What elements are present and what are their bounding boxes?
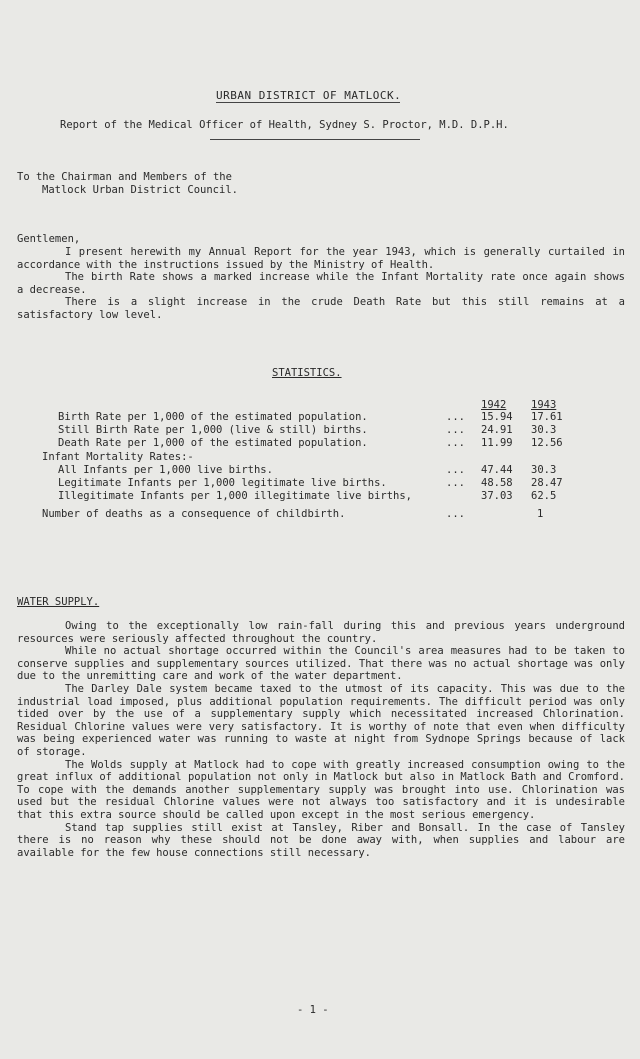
district-heading: URBAN DISTRICT OF MATLOCK.: [216, 89, 402, 102]
stat-dots: ...: [446, 437, 465, 449]
year-1943-header: 1943: [531, 399, 557, 411]
stat-dots: ...: [446, 411, 465, 423]
stat-dots: ...: [446, 477, 465, 489]
stat-value-1943: 1: [537, 508, 544, 520]
letter-paragraph: There is a slight increase in the crude Death Rate but this still remains at a satisfactory low level.: [17, 296, 625, 321]
statistics-heading: STATISTICS.: [272, 367, 342, 379]
letter-paragraph: I present herewith my Annual Report for the year 1943, which is generally curtailed in accordance with the instructions issued by the Ministry of Health.: [17, 246, 625, 271]
district-underline: [216, 102, 400, 103]
stat-value-1943: 62.5: [531, 490, 557, 502]
title-rule: [210, 139, 420, 140]
water-paragraph: Stand tap supplies still exist at Tansley, Riber and Bonsall. In the case of Tansley there is no reason why these should not be done away with, when supplies and labour are available for the few house connections still necessary.: [17, 821, 625, 859]
letter-paragraph: The birth Rate shows a marked increase while the Infant Mortality rate once again shows a decrease.: [17, 271, 625, 296]
address-line-1: To the Chairman and Members of the: [17, 171, 232, 183]
stat-dots: ...: [446, 464, 465, 476]
stat-label: Legitimate Infants per 1,000 legitimate live births.: [58, 477, 387, 489]
stat-value-1943: 17.61: [531, 411, 563, 423]
stat-label: All Infants per 1,000 live births.: [58, 464, 273, 476]
salutation: Gentlemen,: [17, 233, 81, 245]
stat-label: Birth Rate per 1,000 of the estimated population.: [58, 411, 368, 423]
letter-body: [17, 246, 625, 322]
address-line-2: Matlock Urban District Council.: [42, 184, 238, 196]
year-1942-header: 1942: [481, 399, 507, 411]
stat-label: Number of deaths as a consequence of childbirth.: [42, 508, 346, 520]
water-paragraph: While no actual shortage occurred within the Council's area measures had to be taken to conserve supplies and supplementary sources utilized. That there was no actual shortage was only due to the unremitting care and work of the water department.: [17, 645, 625, 683]
stat-label: Still Birth Rate per 1,000 (live & still) births.: [58, 424, 368, 436]
stat-value-1943: 30.3: [531, 464, 557, 476]
stat-value-1942: 48.58: [481, 477, 513, 489]
infant-mortality-heading: Infant Mortality Rates:-: [42, 451, 194, 463]
water-paragraph: Owing to the exceptionally low rain-fall during this and previous years underground resources were seriously affected throughout the country.: [17, 620, 625, 645]
stat-dots: ...: [446, 508, 465, 520]
water-paragraph: The Darley Dale system became taxed to the utmost of its capacity. This was due to the industrial load imposed, plus additional population requirements. The difficult period was only tided over by the use of a supplementary supply which necessitated increased Chlorination. Residual Chlorine values were very satisfactory. It is worthy of note that even when difficulty was being experienced water was running to waste at night from Sydnope Springs because of lack of storage.: [17, 682, 625, 758]
water-supply-heading: WATER SUPPLY.: [17, 596, 100, 608]
stat-value-1942: 15.94: [481, 411, 513, 423]
stat-value-1942: 11.99: [481, 437, 513, 449]
water-paragraph: The Wolds supply at Matlock had to cope with greatly increased consumption owing to the great influx of additional population not only in Matlock but also in Matlock Bath and Cromford. To cope with the demands another supplementary supply was brought into use. Chlorination was used but the residual Chlorine values were not always too satisfactory and it is undesirable that this extra source should be called upon except in the most serious emergency.: [17, 758, 625, 821]
stat-value-1942: 24.91: [481, 424, 513, 436]
report-title: Report of the Medical Officer of Health, Sydney S. Proctor, M.D. D.P.H.: [60, 119, 509, 131]
page-number: - 1 -: [297, 1004, 329, 1016]
stat-value-1943: 28.47: [531, 477, 563, 489]
stat-value-1943: 30.3: [531, 424, 557, 436]
stat-dots: ...: [446, 424, 465, 436]
stat-value-1942: 37.03: [481, 490, 513, 502]
stat-label: Illegitimate Infants per 1,000 illegitimate live births,: [58, 490, 413, 502]
water-supply-body: [17, 620, 625, 859]
stat-value-1942: 47.44: [481, 464, 513, 476]
stat-value-1943: 12.56: [531, 437, 563, 449]
stat-label: Death Rate per 1,000 of the estimated population.: [58, 437, 368, 449]
